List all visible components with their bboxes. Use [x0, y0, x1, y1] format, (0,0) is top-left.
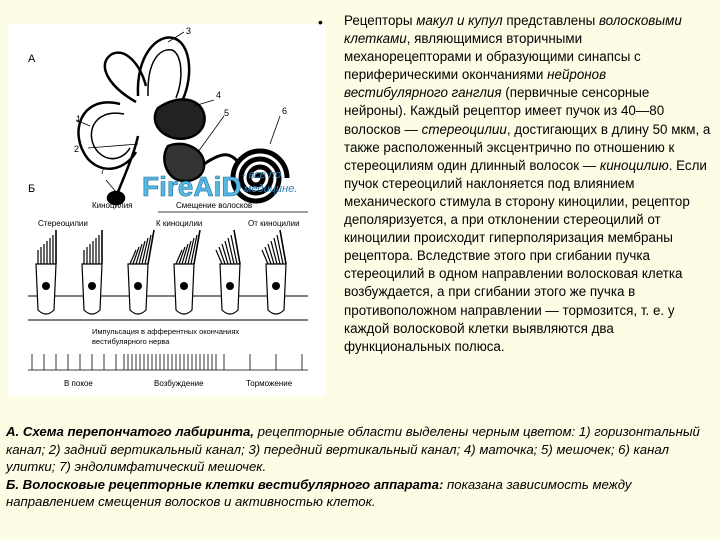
- hair-cell: [174, 230, 200, 314]
- fig-number-2: 2: [74, 144, 80, 154]
- label-kinocilia: Киноцилия: [92, 201, 133, 210]
- label-rest: В покое: [64, 379, 93, 388]
- figure-caption: [6, 423, 714, 511]
- fig-number-3: 3: [186, 26, 192, 36]
- text-run-italic: макул и купул: [416, 13, 503, 28]
- caption-b-label: Б. Волосковые рецепторные клетки вестибулярного аппарата:: [6, 476, 444, 492]
- watermark-text: FireAiD: [142, 171, 242, 202]
- text-run: , являющимися вторичными механорецепторами и образующими синапсы с периферическими окончаниями: [344, 31, 641, 83]
- text-run: представлены: [502, 13, 599, 28]
- label-excitation: Возбуждение: [154, 379, 204, 388]
- hair-cell: [216, 230, 240, 314]
- hair-cells-row: [28, 230, 308, 320]
- hair-cell: [36, 230, 56, 314]
- text-run: Рецепторы: [344, 13, 417, 28]
- text-run: . Если пучок стереоцилий наклоняется под влиянием механического стимула в сторону киноцилии, рецептор деполяризуется, а при отклонении стереоцилий от киноцилии происходит гиперполяризация мембраны рецептора. Вследствие этого при сгибании пучка стереоцилий в одном направлении волосковая клетка возбуждается, а при сгибании этого же пучка в противоположном направлении — тормозится, т. е. у каждой волосковой клетки выявляются два функциональных полюса.: [344, 157, 707, 354]
- spike-trains: [28, 354, 308, 370]
- watermark-sub2: медицине.: [244, 183, 298, 195]
- label-to-kinocilia: К киноцилии: [156, 219, 203, 228]
- text-run-italic: нейронов вестибулярного ганглия: [344, 67, 607, 101]
- fig-number-6: 6: [282, 106, 288, 116]
- fig-number-4: 4: [216, 90, 222, 100]
- label-impulse-1: Импульсация в афферентных окончаниях: [92, 327, 240, 336]
- text-run-italic: волосковыми клетками: [344, 13, 682, 47]
- caption-a-label: А. Схема перепончатого лабиринта,: [6, 424, 254, 439]
- text-run: , достигающих в длину 50 мкм, а также расположенный эксцентрично по отношению к стереоцилиям один длинный волосок —: [344, 121, 711, 173]
- caption-b-text: показана зависимость между направлением смещения волосков и активностью клеток.: [6, 476, 632, 510]
- text-run-italic: киноцилию: [599, 157, 669, 173]
- text-run: (первичные сенсорные нейроны). Каждый рецептор имеет пучок из 40—80 волосков —: [344, 85, 665, 137]
- fig-number-5: 5: [224, 108, 230, 118]
- hair-cell: [262, 230, 286, 314]
- label-inhibition: Торможение: [246, 379, 293, 388]
- hair-cell: [82, 230, 102, 314]
- bullet: •: [318, 14, 323, 30]
- watermark-sub1: - все по: [242, 169, 282, 181]
- watermark-logo: [142, 169, 297, 202]
- panel-a-label: А: [28, 53, 36, 65]
- label-impulse-2: вестибулярного нерва: [92, 337, 170, 346]
- body-paragraph: [344, 12, 712, 356]
- fig-number-7: 7: [100, 166, 106, 176]
- fig-number-1: 1: [76, 114, 82, 124]
- hair-cell: [128, 230, 154, 314]
- caption-a-text: рецепторные области выделены черным цветом: 1) горизонтальный канал; 2) задний вертикальный канал; 3) передний вертикальный канал; 4) маточка; 5) мешочек; 6) канал улитки; 7) эндолимфатический мешочек.: [6, 424, 700, 475]
- labyrinth-figure: [8, 24, 326, 396]
- panel-b-label: Б: [28, 183, 36, 195]
- label-shift: Смещение волосков: [176, 201, 253, 210]
- label-stereocilia: Стереоцилии: [38, 219, 88, 228]
- label-from-kinocilia: От киноцилии: [248, 219, 300, 228]
- text-run-italic: стереоцилии: [421, 121, 507, 137]
